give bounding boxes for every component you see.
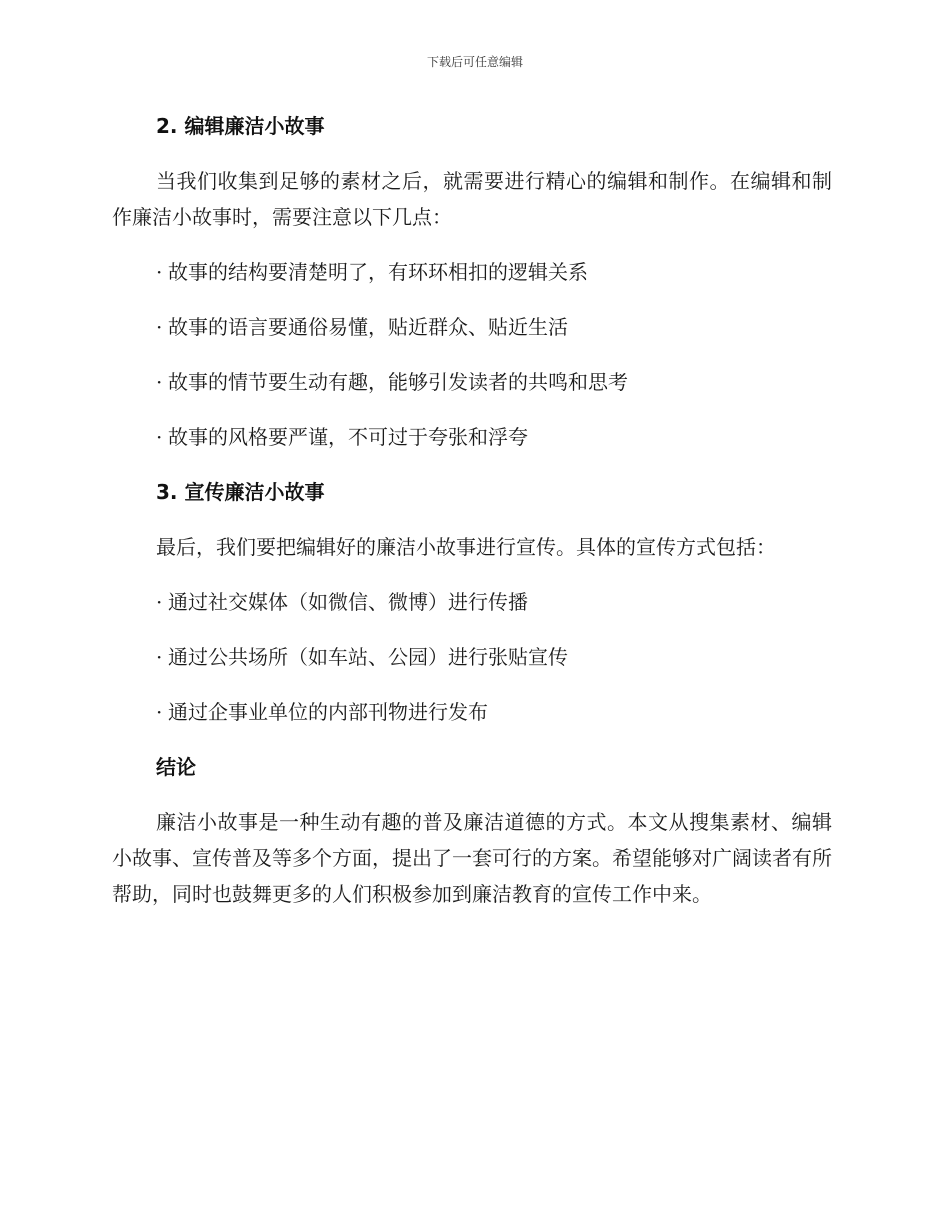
bullet-dot: · bbox=[156, 700, 163, 724]
bullet-dot: · bbox=[156, 315, 163, 339]
conclusion-paragraph: 廉洁小故事是一种生动有趣的普及廉洁道德的方式。本文从搜集素材、编辑小故事、宣传普及等多个方面，提出了一套可行的方案。希望能够对广阔读者有所帮助，同时也鼓舞更多的人们积极参加到廉洁教育的宣传工作中来。 bbox=[112, 810, 832, 906]
document-body bbox=[112, 108, 832, 931]
bullet-dot: · bbox=[156, 425, 163, 449]
bullet-text: 故事的结构要清楚明了，有环环相扣的逻辑关系 bbox=[168, 260, 588, 284]
bullet-item bbox=[112, 254, 832, 290]
bullet-text: 故事的语言要通俗易懂，贴近群众、贴近生活 bbox=[168, 315, 568, 339]
bullet-dot: · bbox=[156, 645, 163, 669]
bullet-text: 通过社交媒体（如微信、微博）进行传播 bbox=[168, 590, 528, 614]
section-intro-line: 最后，我们要把编辑好的廉洁小故事进行宣传。具体的宣传方式包括： bbox=[156, 535, 776, 559]
bullet-text: 故事的风格要严谨，不可过于夸张和浮夸 bbox=[168, 425, 528, 449]
bullet-item bbox=[112, 364, 832, 400]
bullet-dot: · bbox=[156, 590, 163, 614]
bullet-item bbox=[112, 419, 832, 455]
bullet-text: 通过公共场所（如车站、公园）进行张贴宣传 bbox=[168, 645, 568, 669]
bullet-item bbox=[112, 309, 832, 345]
bullet-item bbox=[112, 694, 832, 730]
section-intro-paragraph: 当我们收集到足够的素材之后，就需要进行精心的编辑和制作。在编辑和制作廉洁小故事时，需要注意以下几点： bbox=[112, 169, 832, 229]
section-heading-promote-stories: 3. 宣传廉洁小故事 bbox=[156, 480, 325, 504]
bullet-item bbox=[112, 639, 832, 675]
bullet-text: 故事的情节要生动有趣，能够引发读者的共鸣和思考 bbox=[168, 370, 628, 394]
page-header: 下载后可任意编辑 bbox=[426, 55, 523, 69]
bullet-item bbox=[112, 584, 832, 620]
section-heading-edit-stories: 2. 编辑廉洁小故事 bbox=[156, 114, 325, 138]
bullet-dot: · bbox=[156, 260, 163, 284]
conclusion-heading: 结论 bbox=[156, 755, 196, 779]
bullet-text: 通过企事业单位的内部刊物进行发布 bbox=[168, 700, 488, 724]
bullet-dot: · bbox=[156, 370, 163, 394]
